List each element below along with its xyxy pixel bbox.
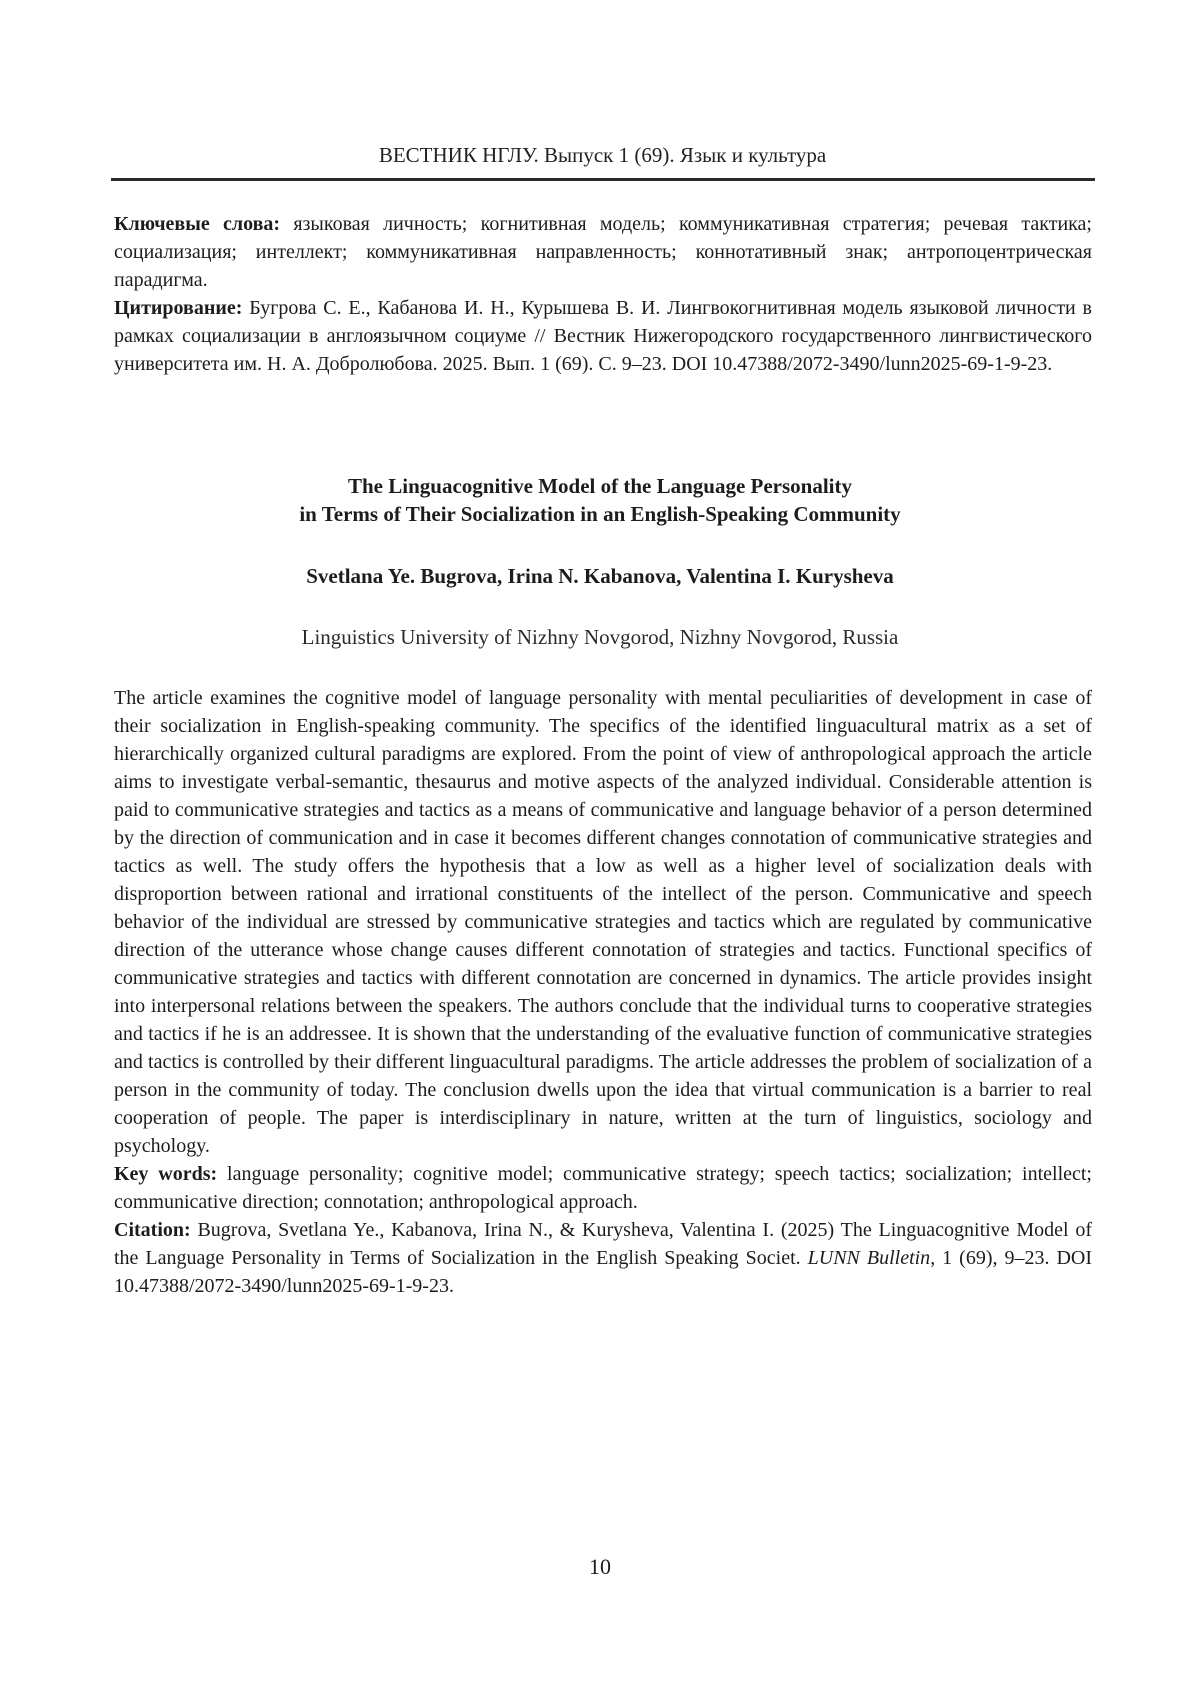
russian-keywords-label: Ключевые слова: (114, 213, 281, 235)
article-title-line-2: in Terms of Their Socialization in an English-Speaking Community (299, 502, 901, 526)
english-citation-text: Bugrova, Svetlana Ye., Kabanova, Irina N., & Kurysheva, Valentina I. (2025) The Linguacognitive Model of the Language Personality in Terms of Socialization in the English Speaking Societ. (114, 1219, 1092, 1269)
english-keywords-text: language personality; cognitive model; communicative strategy; speech tactics; socialization; intellect; communicative direction; connotation; anthropological approach. (114, 1163, 1092, 1213)
english-keywords (114, 1160, 1092, 1216)
running-head: ВЕСТНИК НГЛУ. Выпуск 1 (69). Язык и культура (378, 143, 827, 167)
article-title (200, 472, 1000, 528)
russian-metadata (114, 210, 1092, 378)
english-citation (114, 1216, 1092, 1300)
english-abstract-section (114, 684, 1092, 1300)
english-citation-text-end: , 1 (69), 9–23. DOI 10.47388/2072-3490/lunn2025-69-1-9-23. (114, 1247, 1093, 1297)
abstract-text: The article examines the cognitive model of language personality with mental peculiarities of development in case of their socialization in English-speaking community. The specifics of the identified linguacultural matrix as a set of hierarchically organized cultural paradigms are explored. From the point of view of anthropological approach the article aims to investigate verbal-semantic, thesaurus and motive aspects of the analyzed individual. Considerable attention is paid to communicative strategies and tactics as a means of communicative and language behavior of a person determined by the direction of communication and in case it becomes different changes connotation of communicative strategies and tactics as well. The study offers the hypothesis that a low as well as a higher level of socialization deals with disproportion between rational and irrational constituents of the intellect of the person. Communicative and speech behavior of the individual are stressed by communicative strategies and tactics which are regulated by communicative direction of the utterance whose change causes different connotation of strategies and tactics. Functional specifics of communicative strategies and tactics with different connotation are concerned in dynamics. The article provides insight into interpersonal relations between the speakers. The authors conclude that the individual turns to cooperative strategies and tactics if he is an addressee. It is shown that the understanding of the evaluative function of communicative strategies and tactics is controlled by their different linguacultural paradigms. The article addresses the problem of socialization of a person in the community of today. The conclusion dwells upon the idea that virtual communication is a barrier to real cooperation of people. The paper is interdisciplinary in nature, written at the turn of linguistics, sociology and psychology. (114, 687, 1092, 1157)
author-affiliation: Linguistics University of Nizhny Novgorod, Nizhny Novgorod, Russia (301, 625, 899, 649)
header-rule (111, 178, 1095, 181)
russian-citation (114, 294, 1092, 378)
russian-keywords-text: языковая личность; когнитивная модель; коммуникативная стратегия; речевая тактика; социализация; интеллект; коммуникативная направленность; коннотативный знак; антропоцентрическая парадигма. (114, 213, 1092, 291)
page-number: 10 (589, 1554, 611, 1579)
russian-citation-text: Бугрова С. Е., Кабанова И. Н., Курышева В. И. Лингвокогнитивная модель языковой личности в рамках социализации в англоязычном социуме // Вестник Нижегородского государственного лингвистического университета им. Н. А. Добролюбова. 2025. Вып. 1 (69). С. 9–23. DOI 10.47388/2072-3490/lunn2025-69-1-9-23. (114, 297, 1092, 375)
citation-journal-name: LUNN Bulletin (807, 1247, 931, 1269)
russian-citation-label: Цитирование: (114, 297, 243, 319)
article-title-line-1: The Linguacognitive Model of the Language Personality (348, 474, 852, 498)
english-keywords-label: Key words: (114, 1163, 218, 1185)
english-citation-label: Citation: (114, 1219, 191, 1241)
article-authors: Svetlana Ye. Bugrova, Irina N. Kabanova, Valentina I. Kurysheva (306, 564, 894, 588)
russian-keywords (114, 210, 1092, 294)
